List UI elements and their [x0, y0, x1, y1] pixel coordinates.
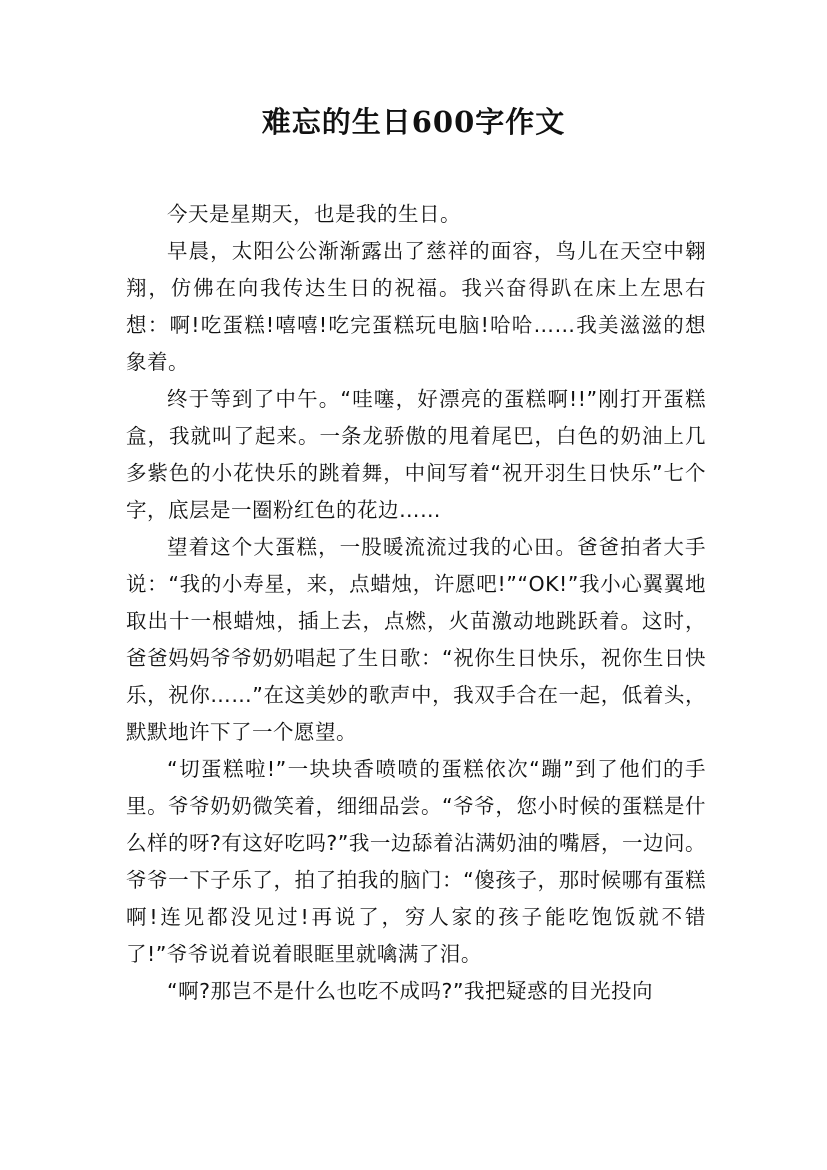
paragraph: “切蛋糕啦!”一块块香喷喷的蛋糕依次“蹦”到了他们的手里。爷爷奶奶微笑着，细细品尝。“爷爷，您小时候的蛋糕是什么样的呀?有这好吃吗?”我一边舔着沾满奶油的嘴唇，一边问。爷爷一下子乐了，拍了拍我的脑门：“傻孩子，那时候哪有蛋糕啊!连见都没见过!再说了，穷人家的孩子能吃饱饭就不错了!”爷爷说着说着眼眶里就噙满了泪。: [126, 757, 706, 966]
paragraph: 望着这个大蛋糕，一股暖流流过我的心田。爸爸拍者大手说：“我的小寿星，来，点蜡烛，许愿吧!”“OK!”我小心翼翼地取出十一根蜡烛，插上去，点燃，火苗激动地跳跃着。这时，爸爸妈妈爷爷奶奶唱起了生日歌：“祝你生日快乐，祝你生日快乐，祝你……”在这美妙的歌声中，我双手合在一起，低着头，默默地许下了一个愿望。: [126, 535, 706, 744]
paragraph: 早晨，太阳公公渐渐露出了慈祥的面容，鸟儿在天空中翱翔，仿佛在向我传达生日的祝福。我兴奋得趴在床上左思右想：啊!吃蛋糕!嘻嘻!吃完蛋糕玩电脑!哈哈……我美滋滋的想象着。: [126, 239, 706, 374]
paragraph: 终于等到了中午。“哇噻，好漂亮的蛋糕啊!!”刚打开蛋糕盒，我就叫了起来。一条龙骄傲的甩着尾巴，白色的奶油上几多紫色的小花快乐的跳着舞，中间写着“祝开羽生日快乐”七个字，底层是一圈粉红色的花边……: [126, 387, 706, 522]
paragraph: 今天是星期天，也是我的生日。: [167, 202, 461, 226]
document-body: [126, 196, 706, 1010]
document-title: 难忘的生日600字作文: [261, 105, 566, 139]
paragraph: “啊?那岂不是什么也吃不成吗?”我把疑惑的目光投向: [167, 979, 654, 1003]
